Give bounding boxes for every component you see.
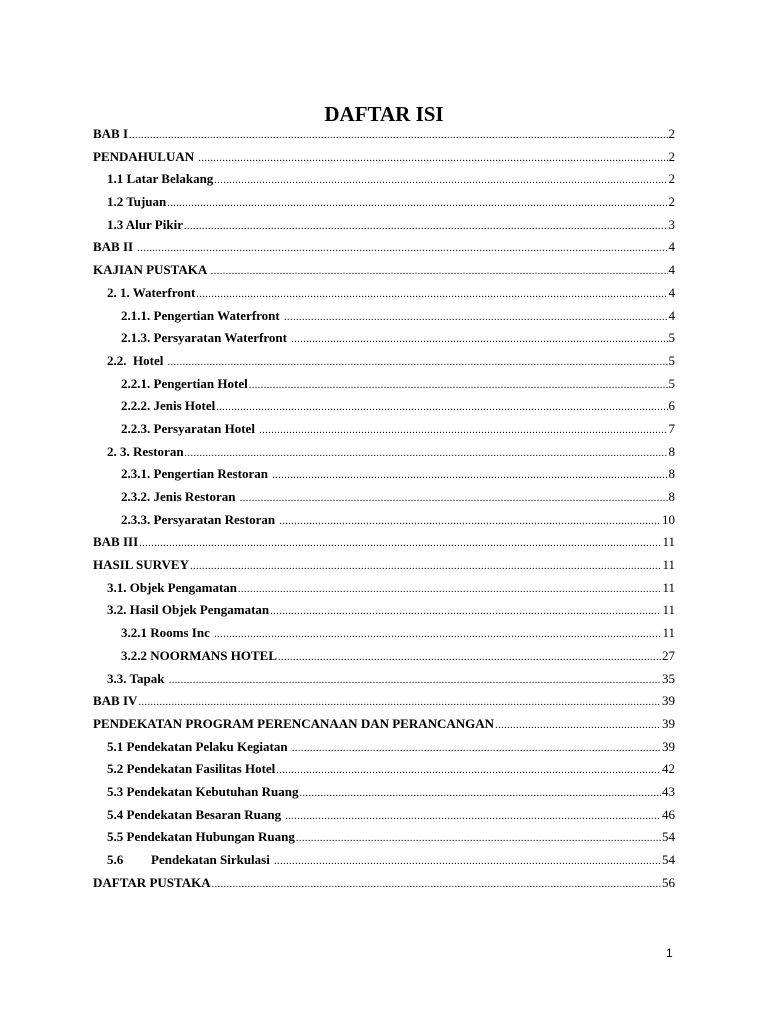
toc-leader-dots <box>259 420 667 441</box>
toc-entry-page: 2 <box>668 171 675 187</box>
toc-leader-dots <box>214 624 661 645</box>
table-of-contents <box>93 123 675 894</box>
toc-entry[interactable] <box>93 191 675 214</box>
toc-leader-dots <box>495 715 661 736</box>
toc-leader-dots <box>291 329 667 350</box>
toc-entry[interactable] <box>93 826 675 849</box>
toc-entry-page: 8 <box>668 466 675 482</box>
toc-entry-title: 1.2 Tujuan <box>107 194 167 210</box>
toc-entry-page: 43 <box>662 783 675 799</box>
toc-entry[interactable] <box>93 123 675 146</box>
toc-leader-dots <box>299 783 661 804</box>
toc-entry-page: 2 <box>668 194 675 210</box>
toc-entry-title: 2.2.3. Persyaratan Hotel <box>121 420 259 436</box>
toc-entry-title: 2. 1. Waterfront <box>107 284 196 300</box>
toc-entry-title: BAB IV <box>93 693 138 709</box>
toc-leader-dots <box>284 307 668 328</box>
toc-entry-page: 4 <box>668 284 675 300</box>
toc-entry-title <box>107 849 273 872</box>
toc-leader-dots <box>274 851 661 872</box>
toc-entry-page: 39 <box>662 715 675 731</box>
toc-entry[interactable] <box>93 146 675 169</box>
toc-entry-page: 2 <box>668 148 675 164</box>
toc-leader-dots <box>169 670 661 691</box>
toc-leader-dots <box>238 579 661 600</box>
toc-entry-title: 1.1 Latar Belakang <box>107 171 214 187</box>
toc-entry-page: 4 <box>668 239 675 255</box>
toc-entry-page: 11 <box>662 625 675 641</box>
toc-entry-page: 8 <box>668 443 675 459</box>
toc-entry[interactable] <box>93 327 675 350</box>
toc-entry[interactable] <box>93 599 675 622</box>
toc-entry[interactable] <box>93 668 675 691</box>
toc-entry-page: 11 <box>662 602 675 618</box>
toc-entry-page: 2 <box>668 126 675 141</box>
toc-entry-page: 8 <box>668 489 675 504</box>
page-title: DAFTAR ISI <box>324 102 444 126</box>
toc-leader-dots <box>190 556 661 577</box>
toc-leader-dots <box>184 216 668 237</box>
toc-leader-dots <box>168 352 668 373</box>
toc-entry-page: 11 <box>662 534 675 550</box>
toc-entry-page: 46 <box>662 806 675 822</box>
toc-entry-page: 39 <box>662 738 675 754</box>
toc-entry-title: 3.3. Tapak <box>107 670 168 686</box>
toc-entry[interactable] <box>93 418 675 441</box>
toc-leader-dots <box>278 647 661 668</box>
toc-entry-page: 4 <box>668 307 675 323</box>
toc-entry-title: 3.2. Hasil Objek Pengamatan <box>107 602 270 618</box>
toc-leader-dots <box>185 443 668 464</box>
toc-leader-dots <box>167 193 667 214</box>
toc-leader-dots <box>216 397 667 418</box>
toc-entry-title: 2.2.2. Jenis Hotel <box>121 398 216 414</box>
toc-entry-title: 3.1. Objek Pengamatan <box>107 579 237 595</box>
toc-entry-title: 5.5 Pendekatan Hubungan Ruang <box>107 829 295 845</box>
toc-entry-title: 5.2 Pendekatan Fasilitas Hotel <box>107 761 276 777</box>
toc-entry-title: PENDEKATAN PROGRAM PERENCANAAN DAN PERANCANGAN <box>93 715 495 731</box>
toc-entry-title: 2.1.3. Persyaratan Waterfront <box>121 330 291 346</box>
toc-entry-page: 42 <box>662 761 675 777</box>
toc-leader-dots <box>276 760 661 781</box>
toc-entry-page: 39 <box>662 693 675 709</box>
toc-entry[interactable] <box>93 531 675 554</box>
toc-leader-dots <box>296 828 661 849</box>
toc-leader-dots <box>196 284 667 305</box>
toc-leader-dots <box>240 488 668 509</box>
toc-leader-dots <box>270 601 661 622</box>
toc-entry[interactable] <box>93 441 675 464</box>
toc-entry-title: 3.2.1 Rooms Inc <box>121 625 214 641</box>
toc-entry[interactable] <box>93 645 675 668</box>
toc-entry[interactable] <box>93 259 675 282</box>
toc-entry[interactable] <box>93 486 675 509</box>
toc-entry-page: 27 <box>662 647 675 663</box>
toc-entry[interactable] <box>93 758 675 781</box>
toc-entry-page: 6 <box>668 398 675 414</box>
toc-entry[interactable] <box>93 350 675 373</box>
toc-entry[interactable] <box>93 373 675 396</box>
toc-leader-dots <box>285 806 661 827</box>
toc-leader-dots <box>198 148 667 169</box>
toc-entry-page: 4 <box>668 262 675 278</box>
toc-entry-title: 5.1 Pendekatan Pelaku Kegiatan <box>107 738 291 754</box>
toc-entry[interactable] <box>93 395 675 418</box>
toc-entry[interactable] <box>93 804 675 827</box>
toc-entry-title: 2.2. Hotel <box>107 352 167 368</box>
toc-entry-title: 2. 3. Restoran <box>107 443 184 459</box>
toc-entry[interactable] <box>93 849 675 872</box>
toc-entry-title: KAJIAN PUSTAKA <box>93 262 210 278</box>
toc-entry-number: 5.6 <box>107 852 124 867</box>
toc-entry-page: 11 <box>662 557 675 573</box>
toc-entry[interactable] <box>93 736 675 759</box>
toc-entry[interactable] <box>93 622 675 645</box>
toc-leader-dots <box>212 874 661 895</box>
toc-entry[interactable] <box>93 463 675 486</box>
toc-entry[interactable] <box>93 305 675 328</box>
toc-entry[interactable] <box>93 282 675 305</box>
toc-entry[interactable] <box>93 872 675 895</box>
toc-entry-text: Pendekatan Sirkulasi <box>151 852 274 867</box>
toc-entry[interactable] <box>93 168 675 191</box>
toc-entry-page: 11 <box>662 579 675 595</box>
toc-entry-page: 35 <box>662 670 675 686</box>
toc-leader-dots <box>279 511 661 532</box>
toc-entry-page: 3 <box>668 216 675 232</box>
toc-entry-page: 7 <box>668 420 675 436</box>
toc-entry-title: HASIL SURVEY <box>93 557 189 573</box>
toc-leader-dots <box>139 533 661 554</box>
toc-entry-title: 2.1.1. Pengertian Waterfront <box>121 307 283 323</box>
toc-leader-dots <box>249 375 668 396</box>
toc-entry-page: 10 <box>662 511 675 527</box>
page-number: 1 <box>666 946 673 960</box>
toc-leader-dots <box>272 465 667 486</box>
toc-entry[interactable] <box>93 509 675 532</box>
toc-entry-title: 1.3 Alur Pikir <box>107 216 183 232</box>
toc-entry-title: PENDAHULUAN <box>93 148 198 164</box>
toc-entry-page: 54 <box>662 852 675 867</box>
toc-entry[interactable] <box>93 236 675 259</box>
toc-entry[interactable] <box>93 690 675 713</box>
toc-entry-title: 5.4 Pendekatan Besaran Ruang <box>107 806 285 822</box>
toc-entry-title: 5.3 Pendekatan Kebutuhan Ruang <box>107 783 299 799</box>
toc-entry[interactable] <box>93 577 675 600</box>
toc-entry[interactable] <box>93 713 675 736</box>
toc-entry[interactable] <box>93 781 675 804</box>
toc-entry-title: BAB II <box>93 239 137 255</box>
toc-entry-title: 2.3.2. Jenis Restoran <box>121 489 239 504</box>
toc-entry-page: 54 <box>662 829 675 845</box>
toc-entry[interactable] <box>93 214 675 237</box>
toc-entry-page: 5 <box>668 330 675 346</box>
toc-entry-page: 5 <box>668 352 675 368</box>
toc-entry-title: 2.2.1. Pengertian Hotel <box>121 375 248 391</box>
toc-entry-page: 56 <box>662 874 675 890</box>
toc-entry-title: BAB I <box>93 126 129 141</box>
toc-entry[interactable] <box>93 554 675 577</box>
toc-entry-title: DAFTAR PUSTAKA <box>93 874 211 890</box>
toc-leader-dots <box>211 261 668 282</box>
toc-leader-dots <box>138 692 661 713</box>
toc-leader-dots <box>129 125 667 146</box>
toc-leader-dots <box>292 738 661 759</box>
toc-entry-title: 2.3.1. Pengertian Restoran <box>121 466 272 482</box>
toc-entry-title: 3.2.2 NOORMANS HOTEL <box>121 647 278 663</box>
toc-leader-dots <box>137 238 667 259</box>
toc-entry-title: 2.3.3. Persyaratan Restoran <box>121 511 279 527</box>
toc-leader-dots <box>214 170 667 191</box>
toc-entry-page: 5 <box>668 375 675 391</box>
toc-entry-title: BAB III <box>93 534 139 550</box>
